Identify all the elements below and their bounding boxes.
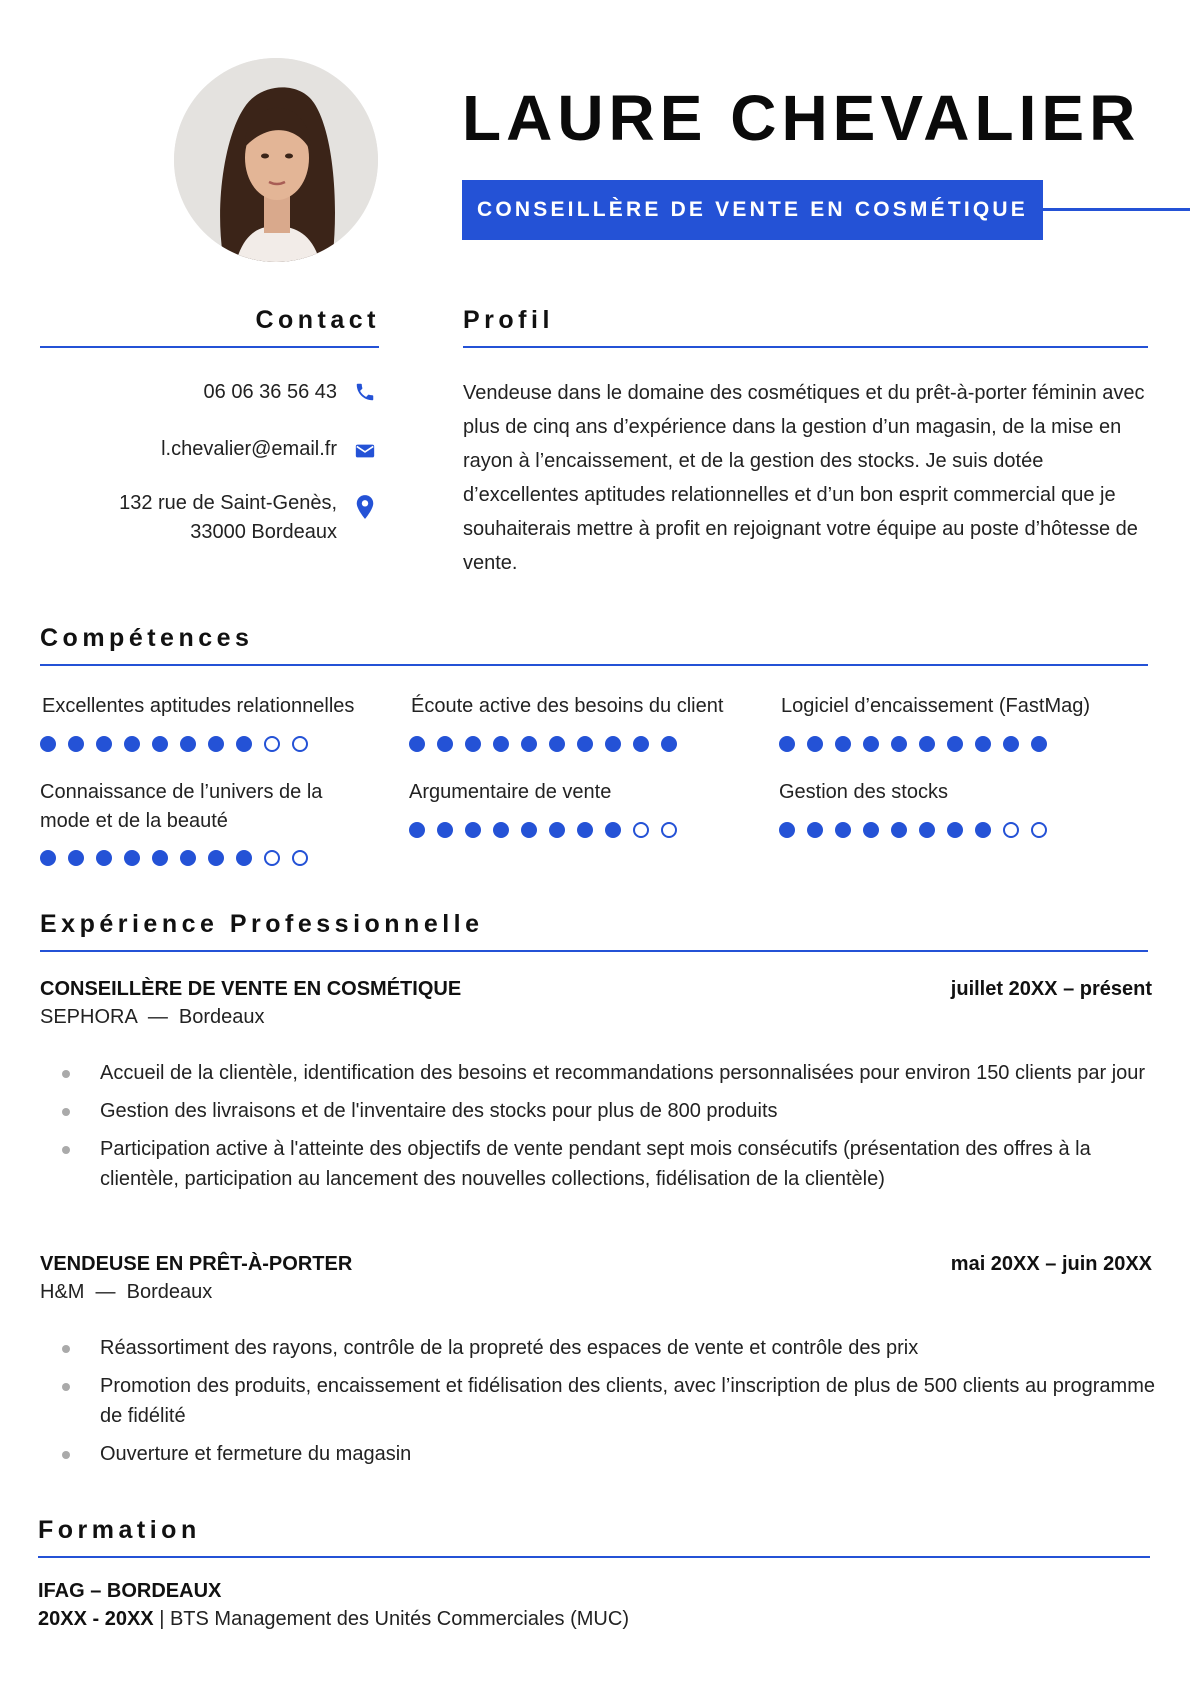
rating-dot-filled — [152, 850, 168, 866]
degree-line — [38, 1608, 629, 1631]
rating-dot-filled — [493, 822, 509, 838]
rating-dot-filled — [947, 736, 963, 752]
address-line-2: 33000 Bordeaux — [190, 521, 337, 543]
rating-dot-filled — [947, 822, 963, 838]
rating-dot-filled — [437, 822, 453, 838]
rating-dot-filled — [779, 736, 795, 752]
rating-dot-filled — [96, 736, 112, 752]
rating-dot-filled — [124, 736, 140, 752]
list-item: Gestion des livraisons et de l'inventaire des stocks pour plus de 800 produits — [100, 1096, 1160, 1126]
rating-dot-filled — [577, 822, 593, 838]
rating-dot-filled — [549, 822, 565, 838]
contact-heading: Contact — [255, 306, 380, 334]
portrait-image — [174, 58, 378, 262]
rating-dot-filled — [549, 736, 565, 752]
rating-dot-filled — [68, 736, 84, 752]
list-item: Promotion des produits, encaissement et fidélisation des clients, avec l’inscription de plus de 500 clients au programme de fidélité — [100, 1371, 1160, 1431]
skill-label: Gestion des stocks — [779, 781, 948, 803]
rating-dot-filled — [605, 822, 621, 838]
rating-dot-filled — [124, 850, 140, 866]
rating-dot-filled — [835, 822, 851, 838]
job-title: CONSEILLÈRE DE VENTE EN COSMÉTIQUE — [40, 978, 462, 1000]
rating-dot-filled — [180, 850, 196, 866]
rating-dot-filled — [633, 736, 649, 752]
profile-photo — [174, 58, 378, 262]
rating-dot-filled — [891, 822, 907, 838]
job-bullets — [100, 1333, 1160, 1477]
rating-dot-filled — [891, 736, 907, 752]
degree-separator: | — [159, 1608, 165, 1630]
rating-dot-filled — [236, 850, 252, 866]
rating-dot-filled — [863, 822, 879, 838]
job-title: VENDEUSE EN PRÊT-À-PORTER — [40, 1253, 353, 1275]
job-dates: juillet 20XX – présent — [950, 978, 1152, 1000]
list-item: Réassortiment des rayons, contrôle de la propreté des espaces de vente et contrôle des prix — [100, 1333, 1160, 1363]
rating-dot-filled — [208, 736, 224, 752]
list-item: Accueil de la clientèle, identification des besoins et recommandations personnalisées pour environ 150 clients par jour — [100, 1058, 1160, 1088]
rating-dot-filled — [577, 736, 593, 752]
experience-divider — [40, 950, 1148, 952]
skill-rating — [779, 736, 1047, 752]
candidate-name: LAURE CHEVALIER — [462, 82, 1141, 154]
skill-rating — [40, 736, 308, 752]
skill-label: Excellentes aptitudes relationnelles — [42, 695, 355, 717]
rating-dot-filled — [975, 736, 991, 752]
job-dates: mai 20XX – juin 20XX — [950, 1253, 1152, 1275]
rating-dot-filled — [409, 822, 425, 838]
skills-divider — [40, 664, 1148, 666]
rating-dot-empty — [292, 850, 308, 866]
address-line-1: 132 rue de Saint-Genès, — [119, 492, 337, 514]
rating-dot-filled — [919, 736, 935, 752]
rating-dot-filled — [68, 850, 84, 866]
rating-dot-filled — [152, 736, 168, 752]
rating-dot-filled — [779, 822, 795, 838]
experience-heading: Expérience Professionnelle — [40, 910, 484, 938]
envelope-icon — [354, 440, 376, 462]
list-item: Participation active à l'atteinte des objectifs de vente pendant sept mois consécutifs (présentation des offres à la clientèle, participation au lancement des nouvelles collections, fidélisation de la clientèle) — [100, 1134, 1160, 1194]
education-divider — [38, 1556, 1150, 1558]
rating-dot-filled — [919, 822, 935, 838]
skill-rating — [779, 822, 1047, 838]
skills-heading: Compétences — [40, 624, 254, 652]
rating-dot-empty — [633, 822, 649, 838]
rating-dot-filled — [975, 822, 991, 838]
skill-label: Logiciel d’encaissement (FastMag) — [781, 695, 1091, 717]
rating-dot-filled — [521, 736, 537, 752]
degree-years: 20XX - 20XX — [38, 1608, 154, 1630]
skill-label: Écoute active des besoins du client — [411, 695, 724, 717]
rating-dot-filled — [493, 736, 509, 752]
rating-dot-empty — [292, 736, 308, 752]
education-heading: Formation — [38, 1516, 201, 1544]
rating-dot-filled — [465, 822, 481, 838]
rating-dot-filled — [180, 736, 196, 752]
rating-dot-filled — [437, 736, 453, 752]
rating-dot-filled — [236, 736, 252, 752]
job-title-banner: CONSEILLÈRE DE VENTE EN COSMÉTIQUE — [462, 180, 1043, 240]
rating-dot-empty — [661, 822, 677, 838]
rating-dot-filled — [605, 736, 621, 752]
job-bullets — [100, 1058, 1160, 1202]
profile-divider — [463, 346, 1148, 348]
skill-label: Connaissance de l’univers de la mode et de la beauté — [40, 781, 323, 832]
skill-rating — [40, 850, 308, 866]
rating-dot-empty — [1003, 822, 1019, 838]
profile-summary: Vendeuse dans le domaine des cosmétiques et du prêt-à-porter féminin avec plus de cinq ans d’expérience dans la gestion d’un magasin, de la mise en rayon à l’encaissement, et de la gestion des stocks. Je suis dotée d’excellentes aptitudes relationnelles et d’un bon esprit commercial que je souhaiterais mettre à profit en rejoignant votre équipe au poste d’hôtesse de vente. — [463, 382, 1145, 574]
list-item: Ouverture et fermeture du magasin — [100, 1439, 1160, 1469]
rating-dot-filled — [96, 850, 112, 866]
rating-dot-empty — [264, 850, 280, 866]
skill-label: Argumentaire de vente — [409, 781, 612, 803]
rating-dot-filled — [208, 850, 224, 866]
rating-dot-filled — [807, 822, 823, 838]
title-accent-line — [1043, 208, 1190, 211]
email-text: l.chevalier@email.fr — [161, 438, 337, 460]
contact-divider — [40, 346, 379, 348]
phone-icon — [354, 381, 376, 403]
job-company: SEPHORA — Bordeaux — [40, 1006, 265, 1028]
rating-dot-filled — [465, 736, 481, 752]
phone-text: 06 06 36 56 43 — [203, 381, 337, 403]
skill-rating — [409, 822, 677, 838]
rating-dot-filled — [409, 736, 425, 752]
rating-dot-filled — [1003, 736, 1019, 752]
rating-dot-filled — [863, 736, 879, 752]
school-name: IFAG – BORDEAUX — [38, 1580, 222, 1602]
location-pin-icon — [354, 494, 376, 520]
degree-name: BTS Management des Unités Commerciales (MUC) — [169, 1608, 629, 1630]
rating-dot-filled — [1031, 736, 1047, 752]
rating-dot-empty — [1031, 822, 1047, 838]
rating-dot-filled — [661, 736, 677, 752]
rating-dot-filled — [40, 736, 56, 752]
rating-dot-filled — [521, 822, 537, 838]
skill-rating — [409, 736, 677, 752]
profile-heading: Profil — [463, 306, 554, 334]
rating-dot-filled — [40, 850, 56, 866]
rating-dot-empty — [264, 736, 280, 752]
rating-dot-filled — [807, 736, 823, 752]
job-company: H&M — Bordeaux — [40, 1281, 213, 1303]
rating-dot-filled — [835, 736, 851, 752]
